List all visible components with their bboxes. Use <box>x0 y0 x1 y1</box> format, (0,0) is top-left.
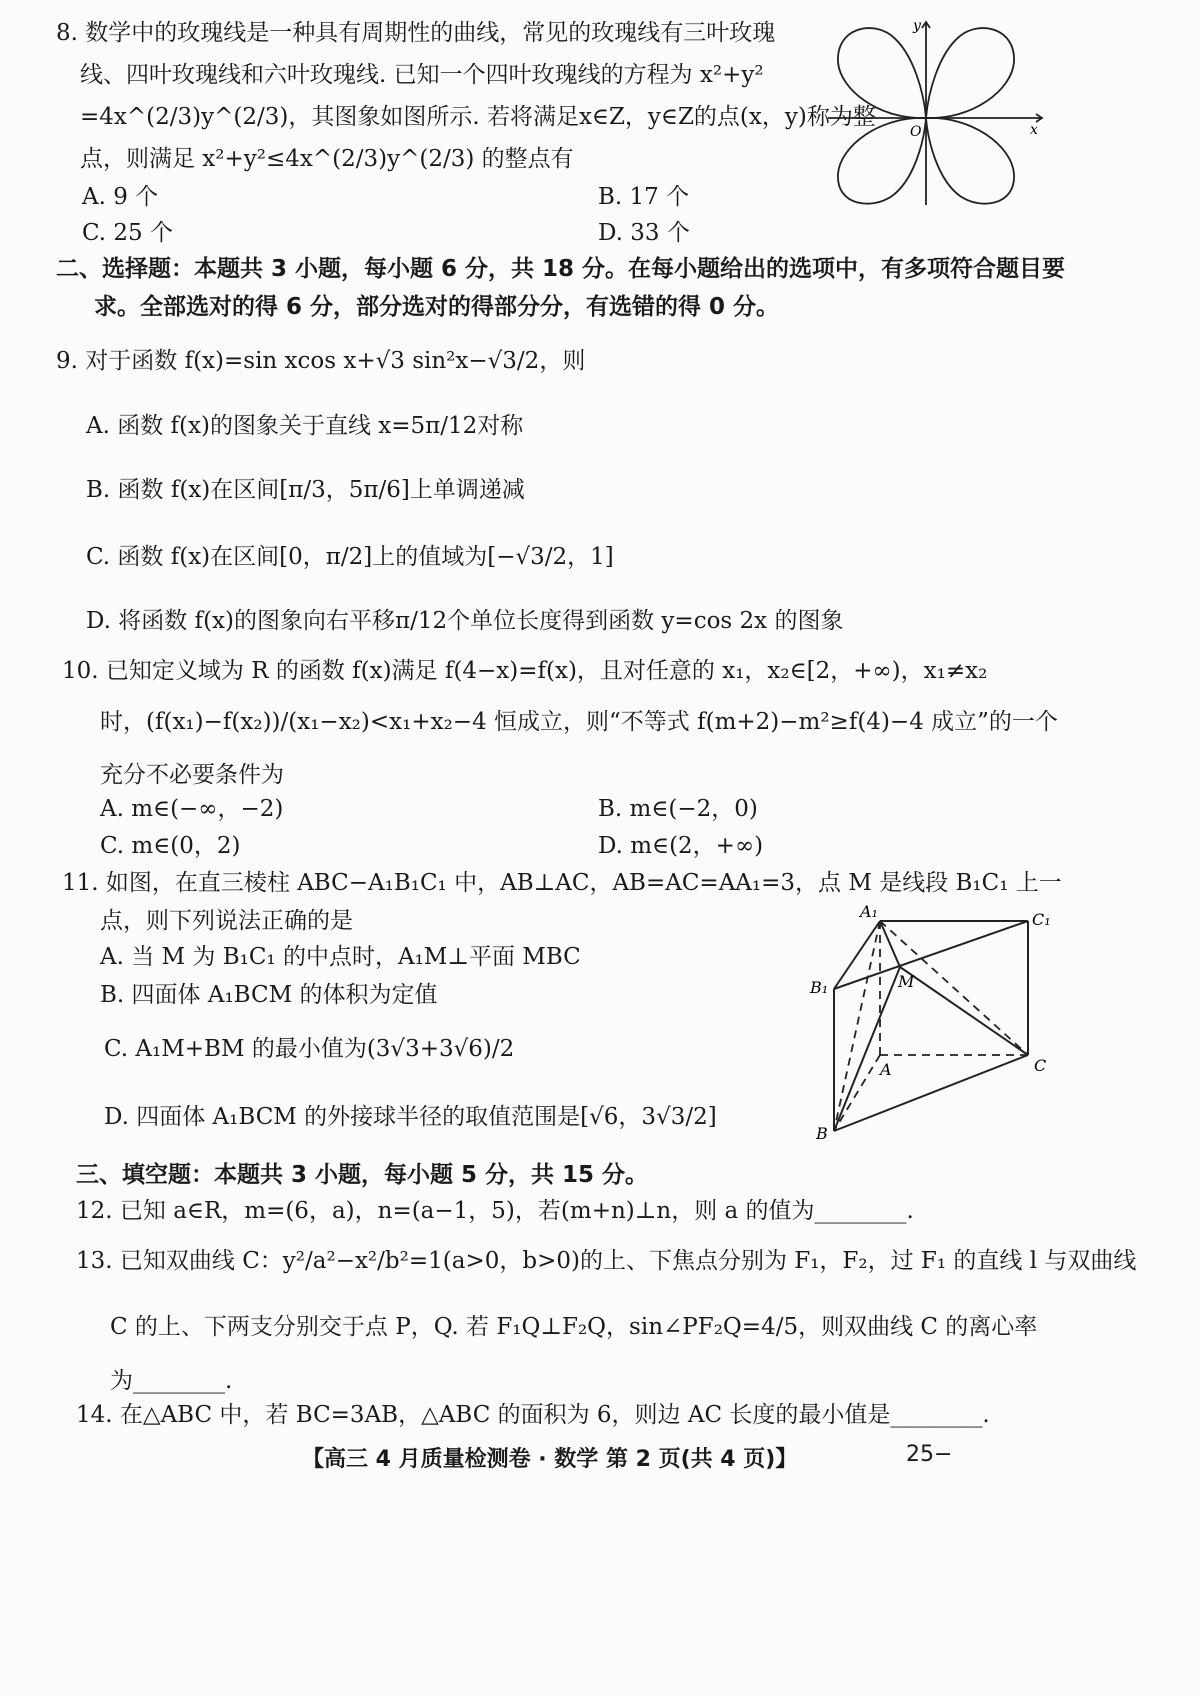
q11-option-c[interactable]: C. A₁M+BM 的最小值为(3√3+3√6)/2 <box>104 1036 515 1062</box>
q9-option-a[interactable]: A. 函数 f(x)的图象关于直线 x=5π/12对称 <box>86 413 524 439</box>
q8-option-d[interactable]: D. 33 个 <box>598 220 690 246</box>
rose-petal-bottom-right <box>926 118 1014 204</box>
q13-line-3: 为________. <box>110 1368 233 1394</box>
q9-stem: 9. 对于函数 f(x)=sin xcos x+√3 sin²x−√3/2，则 <box>56 348 586 374</box>
y-axis-label: y <box>913 18 921 34</box>
label-c: C <box>1034 1056 1047 1075</box>
q8-line-4: 点，则满足 x²+y²≤4x^(2/3)y^(2/3) 的整点有 <box>80 146 574 172</box>
origin-label: O <box>910 124 922 140</box>
footer-code: 25− <box>906 1442 953 1467</box>
label-c1: C₁ <box>1032 910 1051 929</box>
q10-line-3: 充分不必要条件为 <box>100 762 284 788</box>
q8-line-3: =4x^(2/3)y^(2/3)，其图象如图所示. 若将满足x∈Z，y∈Z的点(x，y)称为整 <box>80 104 876 130</box>
section2-heading-line1: 二、选择题：本题共 3 小题，每小题 6 分，共 18 分。在每小题给出的选项中，有多项符合题目要 <box>56 256 1066 282</box>
rose-petal-top-left <box>838 28 926 118</box>
page-footer: 【高三 4 月质量检测卷 · 数学 第 2 页(共 4 页)】 <box>302 1447 798 1472</box>
q10-line-1: 10. 已知定义域为 R 的函数 f(x)满足 f(4−x)=f(x)，且对任意的 x₁，x₂∈[2，+∞)，x₁≠x₂ <box>62 658 988 684</box>
q9-option-d[interactable]: D. 将函数 f(x)的图象向右平移π/12个单位长度得到函数 y=cos 2x 的图象 <box>86 608 844 634</box>
q8-option-b[interactable]: B. 17 个 <box>598 184 690 210</box>
q13-line-1: 13. 已知双曲线 C：y²/a²−x²/b²=1(a>0，b>0)的上、下焦点分别为 F₁，F₂，过 F₁ 的直线 l 与双曲线 <box>76 1248 1137 1274</box>
q8-option-a[interactable]: A. 9 个 <box>82 184 159 210</box>
q10-option-b[interactable]: B. m∈(−2，0) <box>598 796 758 822</box>
q10-line-2: 时，(f(x₁)−f(x₂))/(x₁−x₂)<x₁+x₂−4 恒成立，则“不等式 f(m+2)−m²≥f(4)−4 成立”的一个 <box>100 709 1058 735</box>
q8-line-2: 线、四叶玫瑰线和六叶玫瑰线. 已知一个四叶玫瑰线的方程为 x²+y² <box>80 62 764 88</box>
q11-option-d[interactable]: D. 四面体 A₁BCM 的外接球半径的取值范围是[√6，3√3/2] <box>104 1104 717 1130</box>
label-b1: B₁ <box>810 978 829 997</box>
section3-heading: 三、填空题：本题共 3 小题，每小题 5 分，共 15 分。 <box>76 1162 649 1188</box>
label-a1: A₁ <box>860 902 878 921</box>
label-b: B <box>816 1124 828 1143</box>
q8-option-c[interactable]: C. 25 个 <box>82 220 173 246</box>
label-m: M <box>898 972 915 991</box>
q10-option-a[interactable]: A. m∈(−∞，−2) <box>100 796 284 822</box>
q11-line-1: 11. 如图，在直三棱柱 ABC−A₁B₁C₁ 中，AB⊥AC，AB=AC=AA₁=3，点 M 是线段 B₁C₁ 上一 <box>62 870 1062 896</box>
q10-option-d[interactable]: D. m∈(2，+∞) <box>598 833 764 859</box>
section2-heading-line2: 求。全部选对的得 6 分，部分选对的得部分分，有选错的得 0 分。 <box>94 294 780 320</box>
q8-line-1: 8. 数学中的玫瑰线是一种具有周期性的曲线，常见的玫瑰线有三叶玫瑰 <box>56 20 776 46</box>
q11-option-b[interactable]: B. 四面体 A₁BCM 的体积为定值 <box>100 982 438 1008</box>
q10-option-c[interactable]: C. m∈(0，2) <box>100 833 241 859</box>
rose-curve-figure <box>820 10 1050 210</box>
label-a: A <box>880 1060 892 1079</box>
q9-option-b[interactable]: B. 函数 f(x)在区间[π/3，5π/6]上单调递减 <box>86 477 525 503</box>
x-axis-label: x <box>1030 122 1038 138</box>
q13-line-2: C 的上、下两支分别交于点 P，Q. 若 F₁Q⊥F₂Q，sin∠PF₂Q=4/5，则双曲线 C 的离心率 <box>110 1314 1038 1340</box>
rose-petal-top-right <box>926 28 1014 118</box>
q14-text: 14. 在△ABC 中，若 BC=3AB，△ABC 的面积为 6，则边 AC 长度的最小值是________. <box>76 1402 990 1428</box>
q9-option-c[interactable]: C. 函数 f(x)在区间[0，π/2]上的值域为[−√3/2，1] <box>86 544 614 570</box>
q11-option-a[interactable]: A. 当 M 为 B₁C₁ 的中点时，A₁M⊥平面 MBC <box>100 944 581 970</box>
q11-line-2: 点，则下列说法正确的是 <box>100 908 353 934</box>
q12-text: 12. 已知 a∈R，m=(6，a)，n=(a−1，5)，若(m+n)⊥n，则 a 的值为________. <box>76 1198 914 1224</box>
prism-figure <box>800 895 1070 1150</box>
